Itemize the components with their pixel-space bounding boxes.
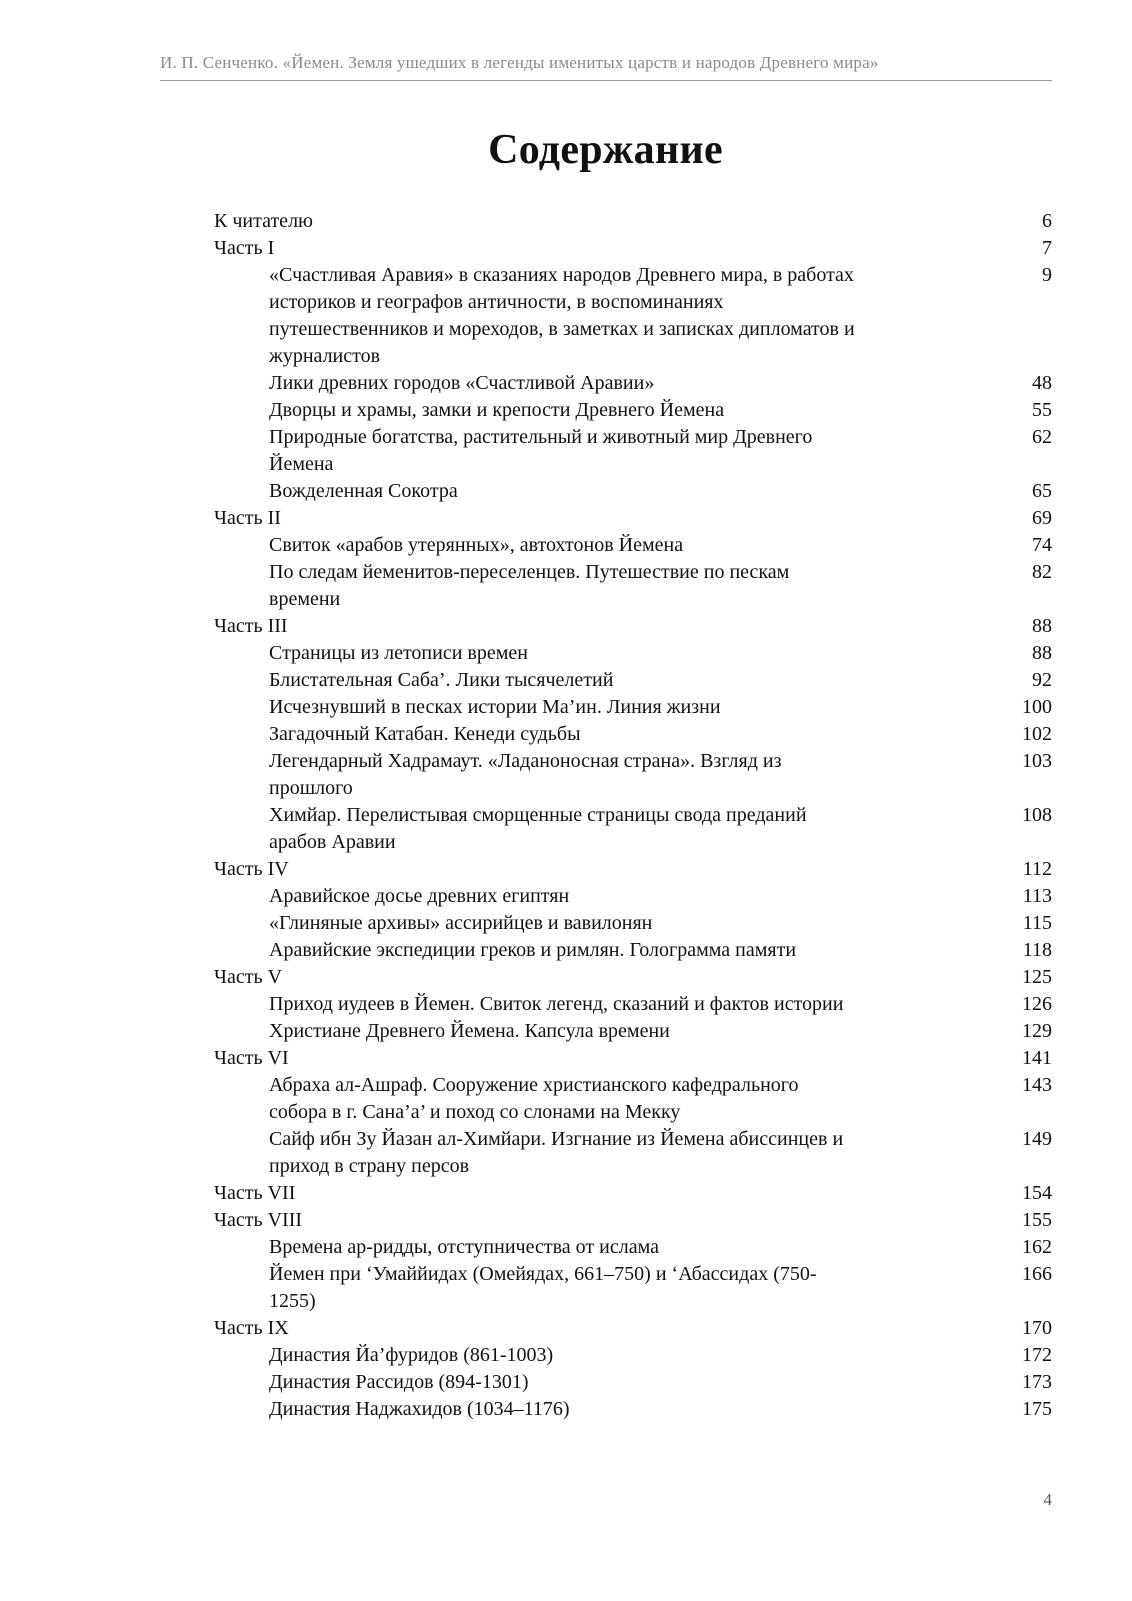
toc-part-entry[interactable] [214, 1180, 1052, 1207]
toc-entry-page: 6 [1042, 210, 1052, 232]
toc-entry-title: К читателю [214, 210, 313, 232]
toc-entry-page: 102 [1022, 723, 1052, 745]
toc-entry-title: Династия Рассидов (894-1301) [269, 1371, 529, 1393]
toc-chapter-entry[interactable] [214, 1126, 1052, 1180]
toc-entry-page: 166 [1022, 1263, 1052, 1285]
toc-chapter-entry[interactable] [214, 559, 1052, 613]
toc-chapter-entry[interactable] [214, 1261, 1052, 1315]
toc-entry-title: Абраха ал-Ашраф. Сооружение христианского кафедрального собора в г. Сана’а’ и поход со слонами на Мекку [269, 1074, 799, 1123]
toc-chapter-entry[interactable] [214, 262, 1052, 370]
toc-chapter-entry[interactable] [214, 667, 1052, 694]
toc-chapter-entry[interactable] [214, 1396, 1052, 1423]
toc-entry-page: 172 [1022, 1344, 1052, 1366]
toc-entry-page: 112 [1022, 858, 1052, 880]
toc-part-entry[interactable] [214, 613, 1052, 640]
toc-entry-page: 62 [1032, 426, 1052, 448]
page-number: 4 [1043, 1490, 1052, 1509]
toc-entry-title: Династия Йа’фуридов (861-1003) [269, 1344, 554, 1366]
toc-entry-page: 129 [1022, 1020, 1052, 1042]
toc-entry-title: Приход иудеев в Йемен. Свиток легенд, сказаний и фактов истории [269, 993, 844, 1015]
toc-chapter-entry[interactable] [214, 397, 1052, 424]
toc-part-entry[interactable] [214, 1207, 1052, 1234]
running-head: И. П. Сенченко. «Йемен. Земля ушедших в легенды именитых царств и народов Древнего мира» [160, 53, 879, 72]
toc-entry-title: Химйар. Перелистывая сморщенные страницы свода преданий арабов Аравии [269, 804, 807, 853]
toc-part-entry[interactable] [214, 208, 1052, 235]
header-rule [160, 80, 1052, 81]
toc-entry-page: 55 [1032, 399, 1052, 421]
toc-entry-title: Лики древних городов «Счастливой Аравии» [269, 372, 655, 394]
toc-entry-page: 175 [1022, 1398, 1052, 1420]
toc-entry-title: Блистательная Саба’. Лики тысячелетий [269, 669, 614, 691]
toc-entry-title: Исчезнувший в песках истории Ма’ин. Линия жизни [269, 696, 721, 718]
toc-entry-page: 88 [1032, 615, 1052, 637]
toc-entry-page: 125 [1022, 966, 1052, 988]
toc-part-entry[interactable] [214, 1045, 1052, 1072]
toc-entry-title: Сайф ибн Зу Йазан ал-Химйари. Изгнание из Йемена абиссинцев и приход в страну персов [269, 1128, 844, 1177]
toc-entry-title: Йемен при ‘Умаййидах (Омейядах, 661–750) и ‘Абассидах (750-1255) [269, 1263, 817, 1312]
toc-entry-page: 74 [1032, 534, 1052, 556]
toc-chapter-entry[interactable] [214, 694, 1052, 721]
toc-chapter-entry[interactable] [214, 424, 1052, 478]
table-of-contents [214, 208, 1052, 1423]
toc-entry-title: Часть II [214, 507, 281, 529]
toc-entry-page: 155 [1022, 1209, 1052, 1231]
toc-entry-page: 162 [1022, 1236, 1052, 1258]
toc-chapter-entry[interactable] [214, 1018, 1052, 1045]
toc-entry-title: По следам йеменитов-переселенцев. Путешествие по пескам времени [269, 561, 790, 610]
toc-entry-title: Природные богатства, растительный и животный мир Древнего Йемена [269, 426, 813, 475]
toc-entry-page: 154 [1022, 1182, 1052, 1204]
toc-chapter-entry[interactable] [214, 1234, 1052, 1261]
toc-chapter-entry[interactable] [214, 370, 1052, 397]
toc-entry-title: Свиток «арабов утерянных», автохтонов Йемена [269, 534, 684, 556]
toc-entry-page: 65 [1032, 480, 1052, 502]
toc-part-entry[interactable] [214, 964, 1052, 991]
toc-entry-title: Аравийские экспедиции греков и римлян. Голограмма памяти [269, 939, 797, 961]
toc-entry-page: 143 [1022, 1074, 1052, 1096]
toc-chapter-entry[interactable] [214, 937, 1052, 964]
toc-chapter-entry[interactable] [214, 640, 1052, 667]
toc-entry-page: 48 [1032, 372, 1052, 394]
toc-entry-page: 103 [1022, 750, 1052, 772]
toc-chapter-entry[interactable] [214, 802, 1052, 856]
toc-chapter-entry[interactable] [214, 748, 1052, 802]
toc-entry-page: 173 [1022, 1371, 1052, 1393]
toc-entry-title: Аравийское досье древних египтян [269, 885, 570, 907]
toc-entry-title: Часть IX [214, 1317, 289, 1339]
toc-entry-title: Часть VII [214, 1182, 296, 1204]
toc-entry-page: 100 [1022, 696, 1052, 718]
toc-entry-title: Легендарный Хадрамаут. «Ладаноносная страна». Взгляд из прошлого [269, 750, 782, 799]
toc-part-entry[interactable] [214, 505, 1052, 532]
toc-entry-title: Династия Наджахидов (1034–1176) [269, 1398, 570, 1420]
toc-entry-page: 92 [1032, 669, 1052, 691]
toc-part-entry[interactable] [214, 856, 1052, 883]
page-title: Содержание [488, 127, 723, 173]
toc-entry-page: 9 [1042, 264, 1052, 286]
toc-entry-page: 126 [1022, 993, 1052, 1015]
toc-entry-title: Загадочный Катабан. Кенеди судьбы [269, 723, 581, 745]
toc-entry-title: Часть VIII [214, 1209, 303, 1231]
toc-entry-title: Часть I [214, 237, 275, 259]
toc-entry-title: «Счастливая Аравия» в сказаниях народов Древнего мира, в работах историков и географов античности, в воспоминаниях путешественников и мореходов, в заметках и записках дипломатов и журналистов [269, 264, 855, 367]
toc-entry-page: 141 [1022, 1047, 1052, 1069]
toc-entry-title: Часть IV [214, 858, 289, 880]
toc-entry-title: Вожделенная Сокотра [269, 480, 458, 502]
toc-entry-page: 113 [1022, 885, 1052, 907]
toc-chapter-entry[interactable] [214, 532, 1052, 559]
toc-chapter-entry[interactable] [214, 721, 1052, 748]
toc-entry-title: Часть III [214, 615, 288, 637]
toc-entry-page: 88 [1032, 642, 1052, 664]
toc-entry-title: Страницы из летописи времен [269, 642, 528, 664]
toc-chapter-entry[interactable] [214, 910, 1052, 937]
toc-chapter-entry[interactable] [214, 1072, 1052, 1126]
toc-entry-page: 69 [1032, 507, 1052, 529]
toc-entry-title: Христиане Древнего Йемена. Капсула времени [269, 1020, 670, 1042]
toc-part-entry[interactable] [214, 235, 1052, 262]
toc-chapter-entry[interactable] [214, 478, 1052, 505]
toc-entry-page: 149 [1022, 1128, 1052, 1150]
toc-entry-title: Времена ар-ридды, отступничества от ислама [269, 1236, 659, 1258]
toc-entry-title: Часть V [214, 966, 283, 988]
toc-entry-title: Часть VI [214, 1047, 289, 1069]
toc-entry-title: «Глиняные архивы» ассирийцев и вавилонян [269, 912, 653, 934]
toc-entry-page: 170 [1022, 1317, 1052, 1339]
toc-entry-page: 7 [1042, 237, 1052, 259]
toc-entry-page: 118 [1022, 939, 1052, 961]
toc-chapter-entry[interactable] [214, 1342, 1052, 1369]
toc-entry-page: 82 [1032, 561, 1052, 583]
toc-chapter-entry[interactable] [214, 1369, 1052, 1396]
toc-entry-page: 115 [1022, 912, 1052, 934]
toc-chapter-entry[interactable] [214, 991, 1052, 1018]
toc-chapter-entry[interactable] [214, 883, 1052, 910]
toc-part-entry[interactable] [214, 1315, 1052, 1342]
toc-entry-page: 108 [1022, 804, 1052, 826]
toc-entry-title: Дворцы и храмы, замки и крепости Древнего Йемена [269, 399, 725, 421]
